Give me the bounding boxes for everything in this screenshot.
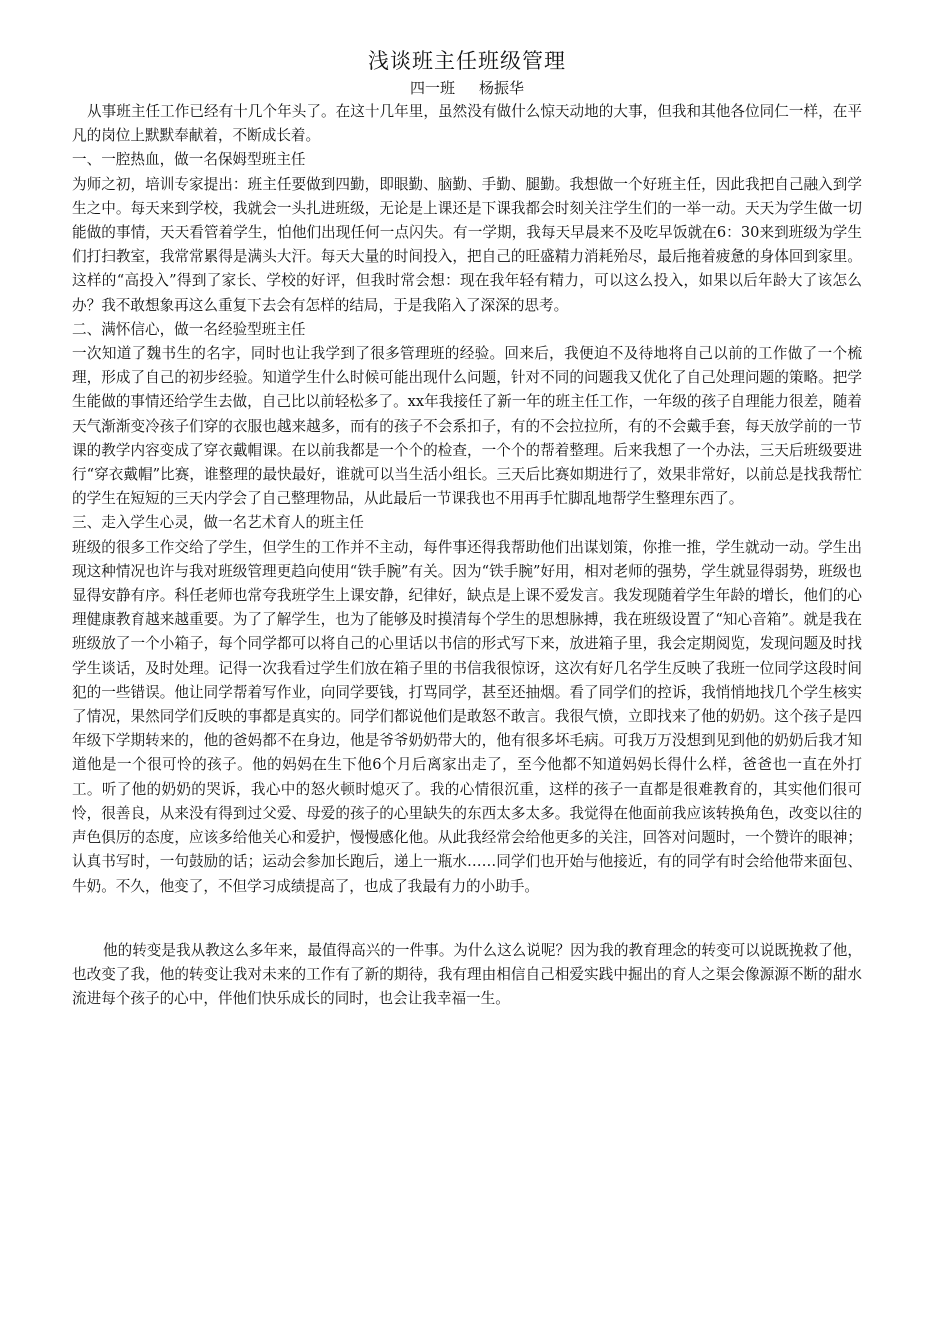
section-1-body: 为师之初，培训专家提出：班主任要做到四勤，即眼勤、脑勤、手勤、腿勤。我想做一个好班主任，因此我把自己融入到学生之中。每天来到学校，我就会一头扎进班级，无论是上课还是下课我都会时刻关注学生们的一举一动。天天为学生做一切能做的事情，天天看管着学生，怕他们出现任何一点闪失。有一学期，我每天早晨来不及吃早饭就在6：30来到班级为学生们打扫教室，我常常累得是满头大汗。每天大量的时间投入，把自己的旺盛精力消耗殆尽，最后拖着疲惫的身体回到家里。这样的“高投入”得到了家长、学校的好评，但我时常会想：现在我年轻有精力，可以这么投入，如果以后年龄大了该怎么办？我不敢想象再这么重复下去会有怎样的结局，于是我陷入了深深的思考。 [72, 175, 862, 314]
author-name: 杨振华 [479, 79, 525, 97]
document-page [72, 44, 862, 1011]
paragraph-spacer [72, 899, 862, 939]
section-3-heading: 三、走入学生心灵，做一名艺术育人的班主任 [72, 514, 364, 532]
author-line [72, 78, 862, 98]
intro-paragraph: 从事班主任工作已经有十几个年头了。在这十几年里，虽然没有做什么惊天动地的大事，但我和其他各位同仁一样，在平凡的岗位上默默奉献着，不断成长着。 [72, 103, 862, 145]
class-name: 四一班 [409, 79, 455, 97]
section-3-body: 班级的很多工作交给了学生，但学生的工作并不主动，每件事还得我帮助他们出谋划策，你推一推，学生就动一动。学生出现这种情况也许与我对班级管理更趋向使用“铁手腕”有关。因为“铁手腕”好用，相对老师的强势，学生就显得弱势，班级也显得安静有序。科任老师也常夸我班学生上课安静，纪律好，缺点是上课不爱发言。我发现随着学生年龄的增长，他们的心理健康教育越来越重要。为了了解学生，也为了能够及时摸清每个学生的思想脉搏，我在班级设置了“知心音箱”。就是我在班级放了一个小箱子，每个同学都可以将自己的心里话以书信的形式写下来，放进箱子里，我会定期阅览，发现问题及时找学生谈话，及时处理。记得一次我看过学生们放在箱子里的书信我很惊讶，这次有好几名学生反映了我班一位同学这段时间犯的一些错误。他让同学帮着写作业，向同学要钱，打骂同学，甚至还抽烟。看了同学们的控诉，我悄悄地找几个学生核实了情况，果然同学们反映的事都是真实的。同学们都说他们是敢怒不敢言。我很气愤，立即找来了他的奶奶。这个孩子是四年级下学期转来的，他的爸妈都不在身边，他是爷爷奶奶带大的，他有很多坏毛病。可我万万没想到见到他的奶奶后我才知道他是一个很可怜的孩子。他的妈妈在生下他6个月后离家出走了，至今他都不知道妈妈长得什么样，爸爸也一直在外打工。听了他的奶奶的哭诉，我心中的怒火顿时熄灭了。我的心情很沉重，这样的孩子一直都是很难教育的，其实他们很可怜，很善良，从来没有得到过父爱、母爱的孩子的心里缺失的东西太多太多。我觉得在他面前我应该转换角色，改变以往的声色俱厉的态度，应该多给他关心和爱护，慢慢感化他。从此我经常会给他更多的关注，回答对问题时，一个赞许的眼神；认真书写时，一句鼓励的话；运动会参加长跑后，递上一瓶水……同学们也开始与他接近，有的同学有时会给他带来面包、牛奶。不久，他变了，不但学习成绩提高了，也成了我最有力的小助手。 [72, 538, 862, 895]
section-2-heading: 二、满怀信心，做一名经验型班主任 [72, 320, 306, 338]
section-2-body: 一次知道了魏书生的名字，同时也让我学到了很多管理班的经验。回来后，我便迫不及待地将自己以前的工作做了一个梳理，形成了自己的初步经验。知道学生什么时候可能出现什么问题，针对不同的问题我又优化了自己处理问题的策略。把学生能做的事情还给学生去做，自己比以前轻松多了。xx年我接任了新一年的班主任工作，一年级的孩子自理能力很差，随着天气渐渐变冷孩子们穿的衣服也越来越多，而有的孩子不会系扣子，有的不会拉拉所，有的不会戴手套，每天放学前的一节课的教学内容变成了穿衣戴帽课。在以前我都是一个个的检查，一个个的帮着整理。后来我想了一个办法，三天后班级要进行“穿衣戴帽”比赛，谁整理的最快最好，谁就可以当生活小组长。三天后比赛如期进行了，效果非常好，以前总是找我帮忙的学生在短短的三天内学会了自己整理物品，从此最后一节课我也不用再手忙脚乱地帮学生整理东西了。 [72, 345, 862, 508]
document-title: 浅谈班主任班级管理 [368, 49, 566, 73]
conclusion-paragraph: 他的转变是我从教这么多年来，最值得高兴的一件事。为什么这么说呢？因为我的教育理念的转变可以说既挽救了他，也改变了我，他的转变让我对未来的工作有了新的期待，我有理由相信自己相爱实践中掘出的育人之渠会像源源不断的甜水流进每个孩子的心中，伴他们快乐成长的同时，也会让我幸福一生。 [72, 941, 862, 1008]
section-1-heading: 一、一腔热血，做一名保姆型班主任 [72, 151, 306, 169]
